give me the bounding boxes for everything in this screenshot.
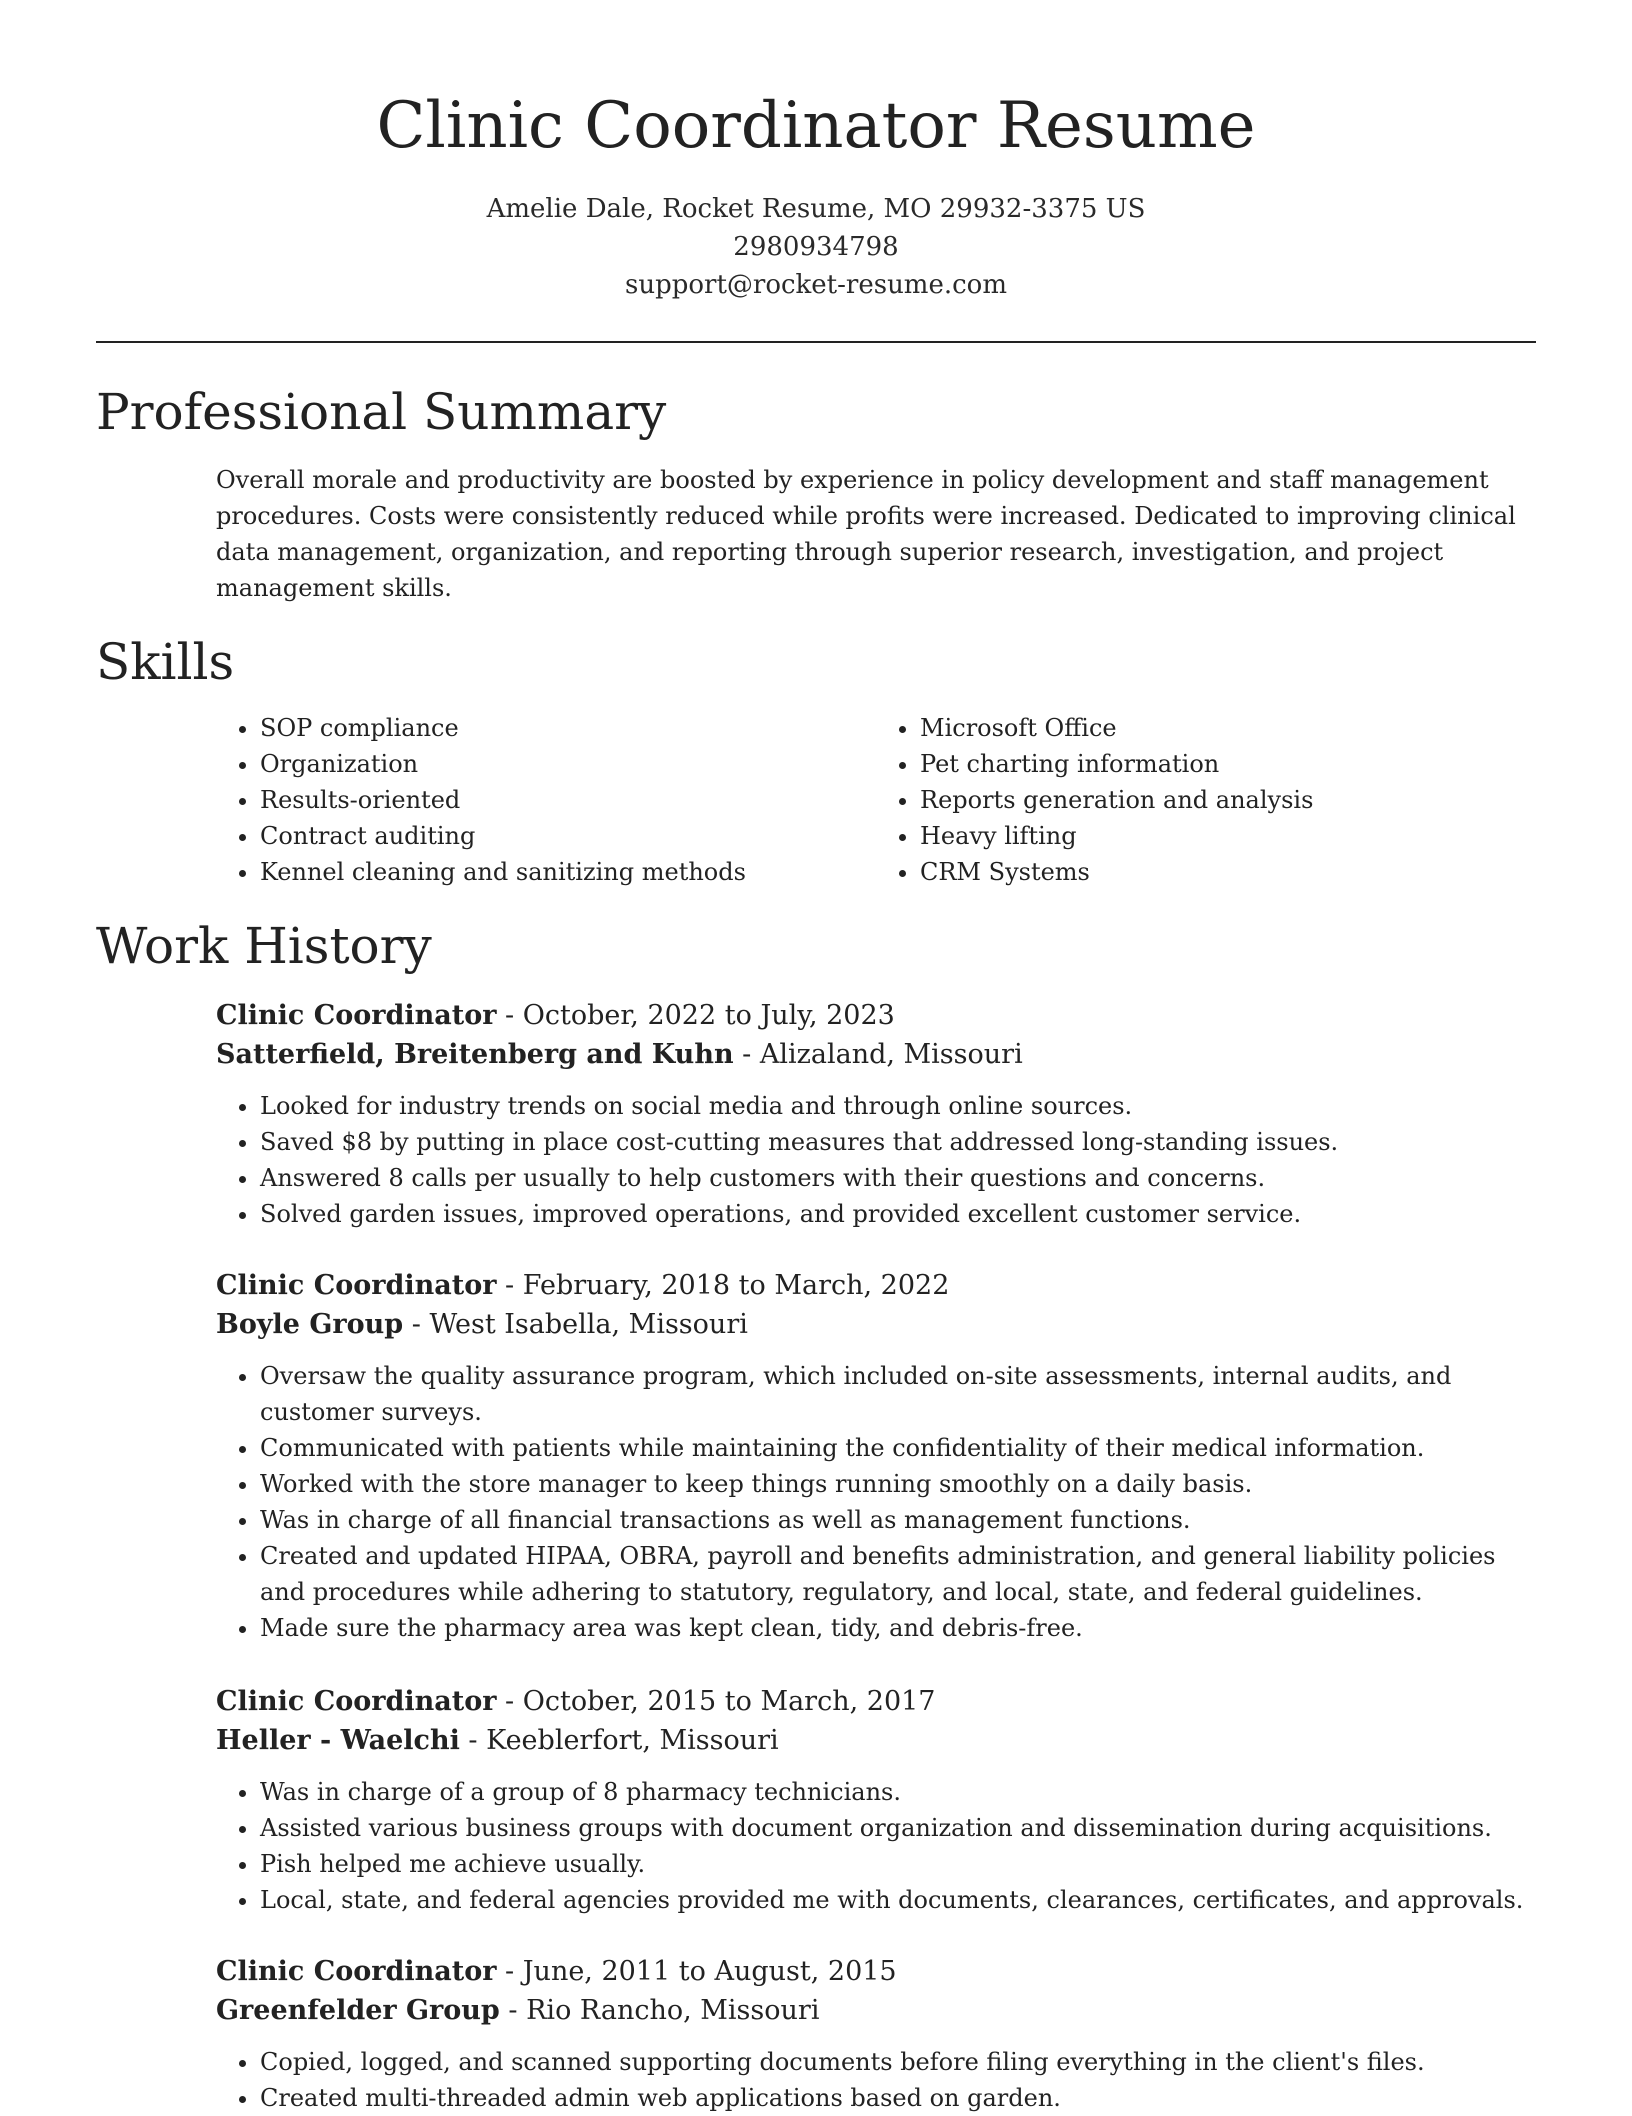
skills-column-right — [876, 710, 1536, 890]
job-bullet: • Was in charge of a group of 8 pharmacy technicians. — [260, 1774, 1536, 1810]
contact-phone: 2980934798 — [733, 232, 899, 262]
job-title-line — [216, 996, 1536, 1035]
contact-block — [0, 190, 1632, 304]
job-entry — [216, 996, 1536, 1232]
job-title-line — [216, 1266, 1536, 1305]
job-bullet: • Assisted various business groups with document organization and dissemination during acquisitions. — [260, 1810, 1536, 1846]
job-title: Clinic Coordinator — [216, 1000, 497, 1031]
skills-column-left — [216, 710, 876, 890]
skills-heading: Skills — [96, 633, 235, 691]
job-title-line — [216, 1952, 1536, 1991]
job-bullets — [216, 1358, 1536, 1646]
job-bullet: • Communicated with patients while maintaining the confidentiality of their medical information. — [260, 1430, 1536, 1466]
job-dates: - October, 2015 to March, 2017 — [496, 1686, 936, 1717]
skill-item: • Pet charting information — [920, 746, 1536, 782]
skills-list — [216, 710, 1536, 890]
job-bullet: • Oversaw the quality assurance program, which included on-site assessments, internal audits, and customer surveys. — [260, 1358, 1536, 1430]
contact-email: support@rocket-resume.com — [624, 270, 1007, 300]
skill-item: • SOP compliance — [260, 710, 876, 746]
job-location: - Keeblerfort, Missouri — [459, 1725, 779, 1756]
job-bullet: • Pish helped me achieve usually. — [260, 1846, 1536, 1882]
job-entry — [216, 1952, 1536, 2116]
skill-item: • Reports generation and analysis — [920, 782, 1536, 818]
job-bullet: • Looked for industry trends on social media and through online sources. — [260, 1088, 1536, 1124]
skill-item: • CRM Systems — [920, 854, 1536, 890]
summary-heading: Professional Summary — [96, 383, 667, 441]
job-dates: - February, 2018 to March, 2022 — [496, 1270, 950, 1301]
job-dates: - June, 2011 to August, 2015 — [496, 1956, 897, 1987]
job-title: Clinic Coordinator — [216, 1956, 497, 1987]
skill-item: • Organization — [260, 746, 876, 782]
skill-item: • Heavy lifting — [920, 818, 1536, 854]
skill-item: • Kennel cleaning and sanitizing methods — [260, 854, 876, 890]
job-company-line — [216, 1305, 1536, 1344]
job-bullet: • Local, state, and federal agencies provided me with documents, clearances, certificates, and approvals. — [260, 1882, 1536, 1918]
job-bullet: • Saved $8 by putting in place cost-cutting measures that addressed long-standing issues. — [260, 1124, 1536, 1160]
job-company-line — [216, 1991, 1536, 2030]
summary-text: Overall morale and productivity are boosted by experience in policy development and staff management procedures. Costs were consistently reduced while profits were increased. Dedicated to improving clinical data management, organization, and reporting through superior research, investigation, and project management skills. — [216, 466, 1516, 602]
job-location: - Alizaland, Missouri — [733, 1039, 1023, 1070]
job-bullet: • Copied, logged, and scanned supporting documents before filing everything in the client's files. — [260, 2044, 1536, 2080]
job-bullets — [216, 1088, 1536, 1232]
job-company-line — [216, 1721, 1536, 1760]
job-title-line — [216, 1682, 1536, 1721]
resume-title: Clinic Coordinator Resume — [376, 89, 1256, 163]
job-bullet: • Made sure the pharmacy area was kept clean, tidy, and debris-free. — [260, 1610, 1536, 1646]
job-bullets — [216, 2044, 1536, 2116]
job-title: Clinic Coordinator — [216, 1686, 497, 1717]
skill-item: • Contract auditing — [260, 818, 876, 854]
contact-address: Amelie Dale, Rocket Resume, MO 29932-3375 US — [486, 194, 1146, 224]
header-divider — [96, 341, 1536, 343]
job-company: Heller - Waelchi — [216, 1725, 460, 1756]
job-bullet: • Was in charge of all financial transactions as well as management functions. — [260, 1502, 1536, 1538]
job-entry — [216, 1682, 1536, 1918]
skill-item: • Microsoft Office — [920, 710, 1536, 746]
job-location: - Rio Rancho, Missouri — [499, 1995, 820, 2026]
job-company: Satterfield, Breitenberg and Kuhn — [216, 1039, 734, 1070]
job-bullet: • Solved garden issues, improved operations, and provided excellent customer service. — [260, 1196, 1536, 1232]
skill-item: • Results-oriented — [260, 782, 876, 818]
resume-header — [0, 0, 1632, 304]
job-bullet: • Worked with the store manager to keep things running smoothly on a daily basis. — [260, 1466, 1536, 1502]
job-bullet: • Answered 8 calls per usually to help customers with their questions and concerns. — [260, 1160, 1536, 1196]
job-bullets — [216, 1774, 1536, 1918]
job-dates: - October, 2022 to July, 2023 — [496, 1000, 895, 1031]
job-location: - West Isabella, Missouri — [403, 1309, 748, 1340]
work-history-heading: Work History — [96, 917, 432, 975]
job-bullet: • Created and updated HIPAA, OBRA, payroll and benefits administration, and general liability policies and procedures while adhering to statutory, regulatory, and local, state, and federal guidelines. — [260, 1538, 1536, 1610]
job-entry — [216, 1266, 1536, 1646]
job-bullet: • Created multi-threaded admin web applications based on garden. — [260, 2080, 1536, 2116]
job-title: Clinic Coordinator — [216, 1270, 497, 1301]
job-company: Boyle Group — [216, 1309, 404, 1340]
job-company: Greenfelder Group — [216, 1995, 500, 2026]
job-company-line — [216, 1035, 1536, 1074]
